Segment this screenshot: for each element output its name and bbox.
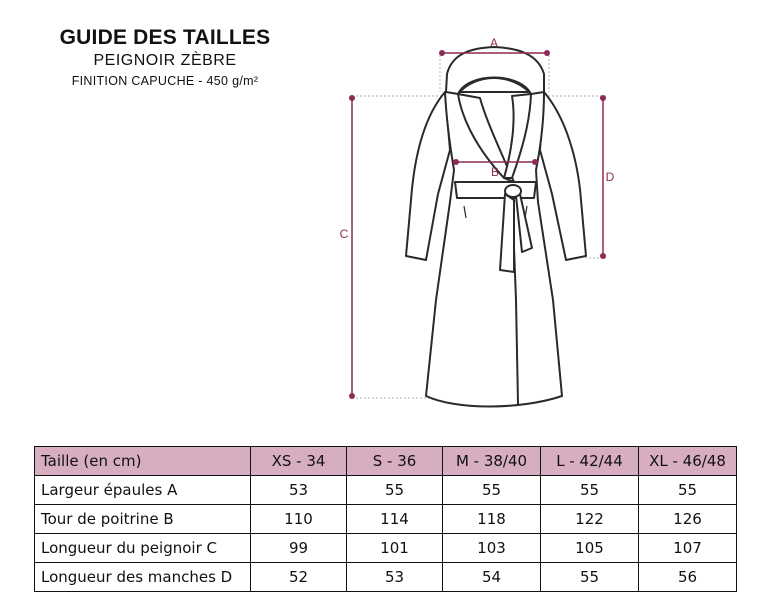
- row-label: Largeur épaules A: [35, 476, 251, 505]
- table-row: [35, 563, 737, 592]
- table-cell: 105: [541, 534, 639, 563]
- bathrobe-outline: [406, 47, 586, 407]
- table-cell: 53: [251, 476, 347, 505]
- product-finish: FINITION CAPUCHE - 450 g/m²: [71, 74, 259, 88]
- table-cell: 55: [541, 563, 639, 592]
- table-row: [35, 476, 737, 505]
- product-name: PEIGNOIR ZÈBRE: [93, 52, 237, 69]
- row-label: Longueur du peignoir C: [35, 534, 251, 563]
- page-title: GUIDE DES TAILLES: [59, 26, 271, 49]
- table-cell: 126: [639, 505, 737, 534]
- table-cell: 103: [443, 534, 541, 563]
- row-label: Longueur des manches D: [35, 563, 251, 592]
- table-cell: 114: [347, 505, 443, 534]
- hood: [446, 47, 544, 94]
- table-cell: 99: [251, 534, 347, 563]
- table-cell: 52: [251, 563, 347, 592]
- table-cell: 55: [541, 476, 639, 505]
- table-cell: 118: [443, 505, 541, 534]
- table-cell: 101: [347, 534, 443, 563]
- table-row: [35, 505, 737, 534]
- table-row: [35, 534, 737, 563]
- table-cell: 110: [251, 505, 347, 534]
- table-cell: 107: [639, 534, 737, 563]
- table-cell: 55: [443, 476, 541, 505]
- table-cell: 55: [347, 476, 443, 505]
- table-cell: 55: [639, 476, 737, 505]
- left-sleeve: [406, 92, 450, 260]
- label-a: A: [489, 36, 499, 50]
- row-label: Tour de poitrine B: [35, 505, 251, 534]
- header-size: S - 36: [347, 447, 443, 476]
- table-cell: 53: [347, 563, 443, 592]
- table-cell: 54: [443, 563, 541, 592]
- table-cell: 122: [541, 505, 639, 534]
- label-b: B: [490, 165, 500, 179]
- table-header-row: [35, 447, 737, 476]
- table-cell: 56: [639, 563, 737, 592]
- header-size: XL - 46/48: [639, 447, 737, 476]
- size-table: [34, 446, 737, 592]
- header-size: XS - 34: [251, 447, 347, 476]
- right-sleeve: [540, 92, 586, 260]
- belt-knot: [505, 185, 521, 197]
- header-size: M - 38/40: [443, 447, 541, 476]
- header-size: L - 42/44: [541, 447, 639, 476]
- label-c: C: [339, 227, 349, 241]
- belt: [455, 182, 536, 198]
- label-d: D: [605, 170, 615, 184]
- header-size-label: Taille (en cm): [35, 447, 251, 476]
